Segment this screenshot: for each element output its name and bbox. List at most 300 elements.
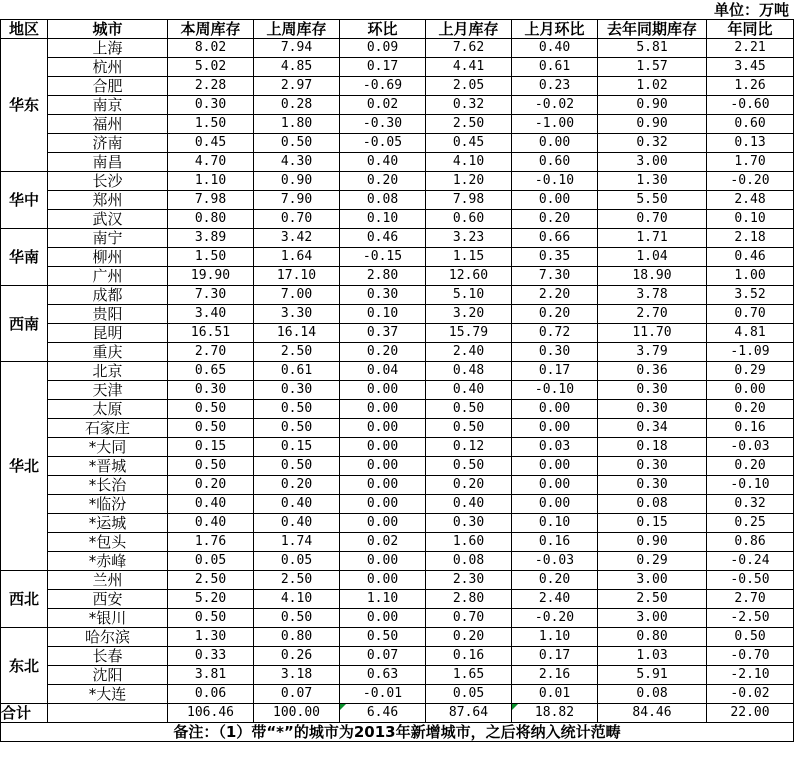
city-cell: 杭州 [48,58,168,77]
city-cell: 兰州 [48,571,168,590]
wow-cell: 0.20 [340,172,426,191]
city-cell: *银川 [48,609,168,628]
yoy-cell: 0.00 [707,381,794,400]
yoy-cell: -0.70 [707,647,794,666]
yoy-cell: -0.20 [707,172,794,191]
last-year-cell: 1.04 [598,248,707,267]
mom-cell: 0.35 [512,248,598,267]
last-month-cell: 0.50 [426,457,512,476]
this-week-cell: 0.20 [168,476,254,495]
city-cell: 哈尔滨 [48,628,168,647]
city-cell: 沈阳 [48,666,168,685]
table-row [1,514,794,533]
inventory-table [0,19,794,742]
last-year-cell: 0.30 [598,381,707,400]
last-month-cell: 0.20 [426,628,512,647]
last-month-cell: 0.60 [426,210,512,229]
table-row [1,58,794,77]
last-week-cell: 0.30 [254,381,340,400]
header-mom: 上月环比 [512,20,598,39]
this-week-cell: 0.80 [168,210,254,229]
wow-cell: -0.30 [340,115,426,134]
last-week-cell: 4.85 [254,58,340,77]
last-month-cell: 2.80 [426,590,512,609]
this-week-cell: 0.06 [168,685,254,704]
last-year-cell: 0.30 [598,476,707,495]
last-week-cell: 0.80 [254,628,340,647]
last-month-cell: 0.48 [426,362,512,381]
table-row [1,590,794,609]
region-cell: 西南 [1,286,48,362]
last-year-cell: 0.18 [598,438,707,457]
mom-cell: 0.16 [512,533,598,552]
city-cell: 石家庄 [48,419,168,438]
last-week-cell: 1.80 [254,115,340,134]
last-year-cell: 11.70 [598,324,707,343]
last-year-cell: 0.90 [598,115,707,134]
wow-cell: 0.20 [340,343,426,362]
last-month-cell: 7.62 [426,39,512,58]
last-month-cell: 1.15 [426,248,512,267]
yoy-cell: 0.10 [707,210,794,229]
yoy-cell: -0.24 [707,552,794,571]
last-week-cell: 0.26 [254,647,340,666]
yoy-cell: 2.18 [707,229,794,248]
last-week-cell: 1.74 [254,533,340,552]
last-year-cell: 0.08 [598,495,707,514]
table-row [1,305,794,324]
last-week-cell: 0.50 [254,457,340,476]
city-cell: 武汉 [48,210,168,229]
table-row [1,96,794,115]
table-row [1,571,794,590]
yoy-cell: 0.13 [707,134,794,153]
yoy-cell: 1.00 [707,267,794,286]
wow-cell: 0.02 [340,96,426,115]
last-week-cell: 0.50 [254,419,340,438]
wow-cell: 0.04 [340,362,426,381]
last-year-cell: 0.32 [598,134,707,153]
this-week-cell: 0.50 [168,457,254,476]
region-cell: 华南 [1,229,48,286]
this-week-cell: 0.45 [168,134,254,153]
wow-cell: 0.09 [340,39,426,58]
yoy-cell: 0.29 [707,362,794,381]
city-cell: *长治 [48,476,168,495]
yoy-cell: 0.86 [707,533,794,552]
last-month-cell: 0.40 [426,381,512,400]
last-week-cell: 0.40 [254,514,340,533]
last-year-cell: 1.30 [598,172,707,191]
mom-cell: 0.00 [512,476,598,495]
wow-cell: 0.50 [340,628,426,647]
yoy-cell: -2.10 [707,666,794,685]
table-row [1,191,794,210]
last-year-cell: 0.80 [598,628,707,647]
last-month-cell: 0.05 [426,685,512,704]
last-month-cell: 0.70 [426,609,512,628]
table-row [1,476,794,495]
city-cell: 南昌 [48,153,168,172]
last-month-cell: 0.40 [426,495,512,514]
last-month-cell: 0.50 [426,419,512,438]
region-cell: 华东 [1,39,48,172]
yoy-cell: 3.45 [707,58,794,77]
region-cell: 东北 [1,628,48,704]
header-region: 地区 [1,20,48,39]
this-week-cell: 1.10 [168,172,254,191]
table-row [1,343,794,362]
total-this-week: 106.46 [168,704,254,723]
total-wow: 6.46 [340,704,426,723]
this-week-cell: 1.76 [168,533,254,552]
table-row [1,552,794,571]
this-week-cell: 1.50 [168,115,254,134]
last-week-cell: 2.50 [254,343,340,362]
yoy-cell: -0.02 [707,685,794,704]
this-week-cell: 0.50 [168,419,254,438]
wow-cell: -0.15 [340,248,426,267]
footnote: 备注：（1）带“*”的城市为2013年新增城市，之后将纳入统计范畴 [1,723,794,742]
yoy-cell: -2.50 [707,609,794,628]
last-year-cell: 2.50 [598,590,707,609]
this-week-cell: 4.70 [168,153,254,172]
mom-cell: 2.40 [512,590,598,609]
table-row [1,267,794,286]
wow-cell: 0.00 [340,609,426,628]
last-week-cell: 1.64 [254,248,340,267]
last-month-cell: 1.20 [426,172,512,191]
this-week-cell: 7.30 [168,286,254,305]
table-body [1,39,794,704]
wow-cell: 0.63 [340,666,426,685]
last-year-cell: 0.90 [598,96,707,115]
yoy-cell: 4.81 [707,324,794,343]
yoy-cell: -0.50 [707,571,794,590]
last-week-cell: 7.94 [254,39,340,58]
city-cell: *大同 [48,438,168,457]
total-yoy: 22.00 [707,704,794,723]
city-cell: *大连 [48,685,168,704]
last-week-cell: 0.61 [254,362,340,381]
this-week-cell: 19.90 [168,267,254,286]
last-week-cell: 0.70 [254,210,340,229]
unit-label: 单位：万吨 [713,1,789,19]
last-year-cell: 0.08 [598,685,707,704]
this-week-cell: 0.05 [168,552,254,571]
last-month-cell: 0.12 [426,438,512,457]
city-cell: 柳州 [48,248,168,267]
this-week-cell: 5.20 [168,590,254,609]
city-cell: *赤峰 [48,552,168,571]
last-week-cell: 16.14 [254,324,340,343]
last-month-cell: 1.65 [426,666,512,685]
last-month-cell: 5.10 [426,286,512,305]
this-week-cell: 2.70 [168,343,254,362]
this-week-cell: 0.15 [168,438,254,457]
last-week-cell: 0.07 [254,685,340,704]
last-month-cell: 0.32 [426,96,512,115]
last-week-cell: 0.05 [254,552,340,571]
this-week-cell: 0.50 [168,609,254,628]
city-cell: 南宁 [48,229,168,248]
last-year-cell: 0.34 [598,419,707,438]
last-year-cell: 0.36 [598,362,707,381]
city-cell: *运城 [48,514,168,533]
this-week-cell: 3.40 [168,305,254,324]
city-cell: *包头 [48,533,168,552]
last-year-cell: 3.78 [598,286,707,305]
last-year-cell: 0.30 [598,400,707,419]
table-row [1,115,794,134]
this-week-cell: 0.30 [168,381,254,400]
last-year-cell: 3.00 [598,153,707,172]
city-cell: 上海 [48,39,168,58]
table-row [1,400,794,419]
this-week-cell: 8.02 [168,39,254,58]
last-month-cell: 1.60 [426,533,512,552]
table-row [1,229,794,248]
last-year-cell: 3.79 [598,343,707,362]
mom-cell: 0.01 [512,685,598,704]
wow-cell: 0.17 [340,58,426,77]
header-city: 城市 [48,20,168,39]
last-week-cell: 4.10 [254,590,340,609]
last-week-cell: 7.90 [254,191,340,210]
this-week-cell: 0.65 [168,362,254,381]
this-week-cell: 0.40 [168,495,254,514]
wow-cell: 0.00 [340,552,426,571]
total-city-cell [48,704,168,723]
this-week-cell: 1.50 [168,248,254,267]
total-row [1,704,794,723]
table-row [1,153,794,172]
wow-cell: 0.00 [340,495,426,514]
city-cell: *临汾 [48,495,168,514]
header-last-week: 上周库存 [254,20,340,39]
yoy-cell: 3.52 [707,286,794,305]
header-last-month: 上月库存 [426,20,512,39]
mom-cell: 0.40 [512,39,598,58]
last-month-cell: 0.50 [426,400,512,419]
wow-cell: -0.05 [340,134,426,153]
yoy-cell: 0.32 [707,495,794,514]
city-cell: 福州 [48,115,168,134]
last-year-cell: 3.00 [598,609,707,628]
last-month-cell: 4.10 [426,153,512,172]
last-year-cell: 5.81 [598,39,707,58]
mom-cell: 0.20 [512,571,598,590]
yoy-cell: 2.70 [707,590,794,609]
last-month-cell: 3.23 [426,229,512,248]
city-cell: 长春 [48,647,168,666]
last-week-cell: 0.15 [254,438,340,457]
last-week-cell: 17.10 [254,267,340,286]
mom-cell: 2.20 [512,286,598,305]
mom-cell: 0.61 [512,58,598,77]
this-week-cell: 3.81 [168,666,254,685]
this-week-cell: 5.02 [168,58,254,77]
last-month-cell: 2.30 [426,571,512,590]
table-row [1,609,794,628]
this-week-cell: 3.89 [168,229,254,248]
last-month-cell: 0.08 [426,552,512,571]
last-month-cell: 15.79 [426,324,512,343]
mom-cell: 0.00 [512,400,598,419]
wow-cell: 0.00 [340,419,426,438]
header-this-week: 本周库存 [168,20,254,39]
total-last-month: 87.64 [426,704,512,723]
this-week-cell: 7.98 [168,191,254,210]
mom-cell: 0.00 [512,134,598,153]
city-cell: 贵阳 [48,305,168,324]
last-month-cell: 0.30 [426,514,512,533]
last-week-cell: 0.20 [254,476,340,495]
total-label: 合计 [1,704,48,723]
mom-cell: 7.30 [512,267,598,286]
last-month-cell: 2.05 [426,77,512,96]
wow-cell: 0.07 [340,647,426,666]
city-cell: 西安 [48,590,168,609]
total-mom: 18.82 [512,704,598,723]
table-row [1,172,794,191]
total-last-week: 100.00 [254,704,340,723]
header-row [1,20,794,39]
mom-cell: 0.66 [512,229,598,248]
mom-cell: 0.72 [512,324,598,343]
yoy-cell: 0.20 [707,457,794,476]
city-cell: 北京 [48,362,168,381]
last-week-cell: 3.18 [254,666,340,685]
yoy-cell: 0.60 [707,115,794,134]
mom-cell: 1.10 [512,628,598,647]
this-week-cell: 1.30 [168,628,254,647]
this-week-cell: 0.40 [168,514,254,533]
mom-cell: -0.10 [512,381,598,400]
table-row [1,647,794,666]
yoy-cell: -0.03 [707,438,794,457]
mom-cell: -0.20 [512,609,598,628]
wow-cell: 0.00 [340,571,426,590]
last-week-cell: 0.50 [254,400,340,419]
city-cell: *晋城 [48,457,168,476]
mom-cell: 0.60 [512,153,598,172]
yoy-cell: 0.70 [707,305,794,324]
city-cell: 郑州 [48,191,168,210]
last-week-cell: 0.90 [254,172,340,191]
table-row [1,666,794,685]
last-month-cell: 0.20 [426,476,512,495]
wow-cell: 0.30 [340,286,426,305]
wow-cell: 0.10 [340,305,426,324]
mom-cell: 0.00 [512,495,598,514]
last-year-cell: 1.03 [598,647,707,666]
this-week-cell: 2.50 [168,571,254,590]
yoy-cell: 0.25 [707,514,794,533]
last-year-cell: 5.91 [598,666,707,685]
wow-cell: 0.00 [340,514,426,533]
yoy-cell: 0.46 [707,248,794,267]
last-year-cell: 0.70 [598,210,707,229]
last-week-cell: 0.28 [254,96,340,115]
mom-cell: -0.02 [512,96,598,115]
last-year-cell: 0.15 [598,514,707,533]
wow-cell: -0.69 [340,77,426,96]
last-week-cell: 4.30 [254,153,340,172]
table-row [1,77,794,96]
mom-cell: 0.00 [512,457,598,476]
table-row [1,381,794,400]
region-cell: 西北 [1,571,48,628]
region-cell: 华北 [1,362,48,571]
mom-cell: 0.30 [512,343,598,362]
last-week-cell: 3.42 [254,229,340,248]
mom-cell: 2.16 [512,666,598,685]
last-year-cell: 1.71 [598,229,707,248]
last-week-cell: 7.00 [254,286,340,305]
last-week-cell: 0.40 [254,495,340,514]
last-year-cell: 0.90 [598,533,707,552]
last-month-cell: 0.16 [426,647,512,666]
last-year-cell: 3.00 [598,571,707,590]
wow-cell: 0.00 [340,381,426,400]
table-row [1,248,794,267]
city-cell: 天津 [48,381,168,400]
this-week-cell: 0.30 [168,96,254,115]
table-row [1,628,794,647]
table-row [1,438,794,457]
yoy-cell: -0.10 [707,476,794,495]
mom-cell: 0.00 [512,191,598,210]
last-week-cell: 0.50 [254,609,340,628]
last-year-cell: 0.30 [598,457,707,476]
city-cell: 合肥 [48,77,168,96]
last-month-cell: 0.45 [426,134,512,153]
last-week-cell: 2.50 [254,571,340,590]
yoy-cell: -0.60 [707,96,794,115]
wow-cell: 0.00 [340,438,426,457]
table-row [1,685,794,704]
table-row [1,134,794,153]
wow-cell: 0.10 [340,210,426,229]
table-row [1,457,794,476]
wow-cell: 0.00 [340,476,426,495]
last-month-cell: 4.41 [426,58,512,77]
table-row [1,324,794,343]
wow-cell: -0.01 [340,685,426,704]
mom-cell: 0.00 [512,419,598,438]
city-cell: 重庆 [48,343,168,362]
this-week-cell: 0.33 [168,647,254,666]
mom-cell: -0.03 [512,552,598,571]
table-row [1,533,794,552]
city-cell: 成都 [48,286,168,305]
city-cell: 南京 [48,96,168,115]
wow-cell: 0.37 [340,324,426,343]
yoy-cell: 0.20 [707,400,794,419]
note-row [1,723,794,742]
mom-cell: 0.23 [512,77,598,96]
last-month-cell: 2.40 [426,343,512,362]
mom-cell: -1.00 [512,115,598,134]
wow-cell: 2.80 [340,267,426,286]
wow-cell: 0.00 [340,457,426,476]
yoy-cell: 0.50 [707,628,794,647]
last-week-cell: 3.30 [254,305,340,324]
mom-cell: 0.10 [512,514,598,533]
last-year-cell: 1.02 [598,77,707,96]
last-year-cell: 18.90 [598,267,707,286]
